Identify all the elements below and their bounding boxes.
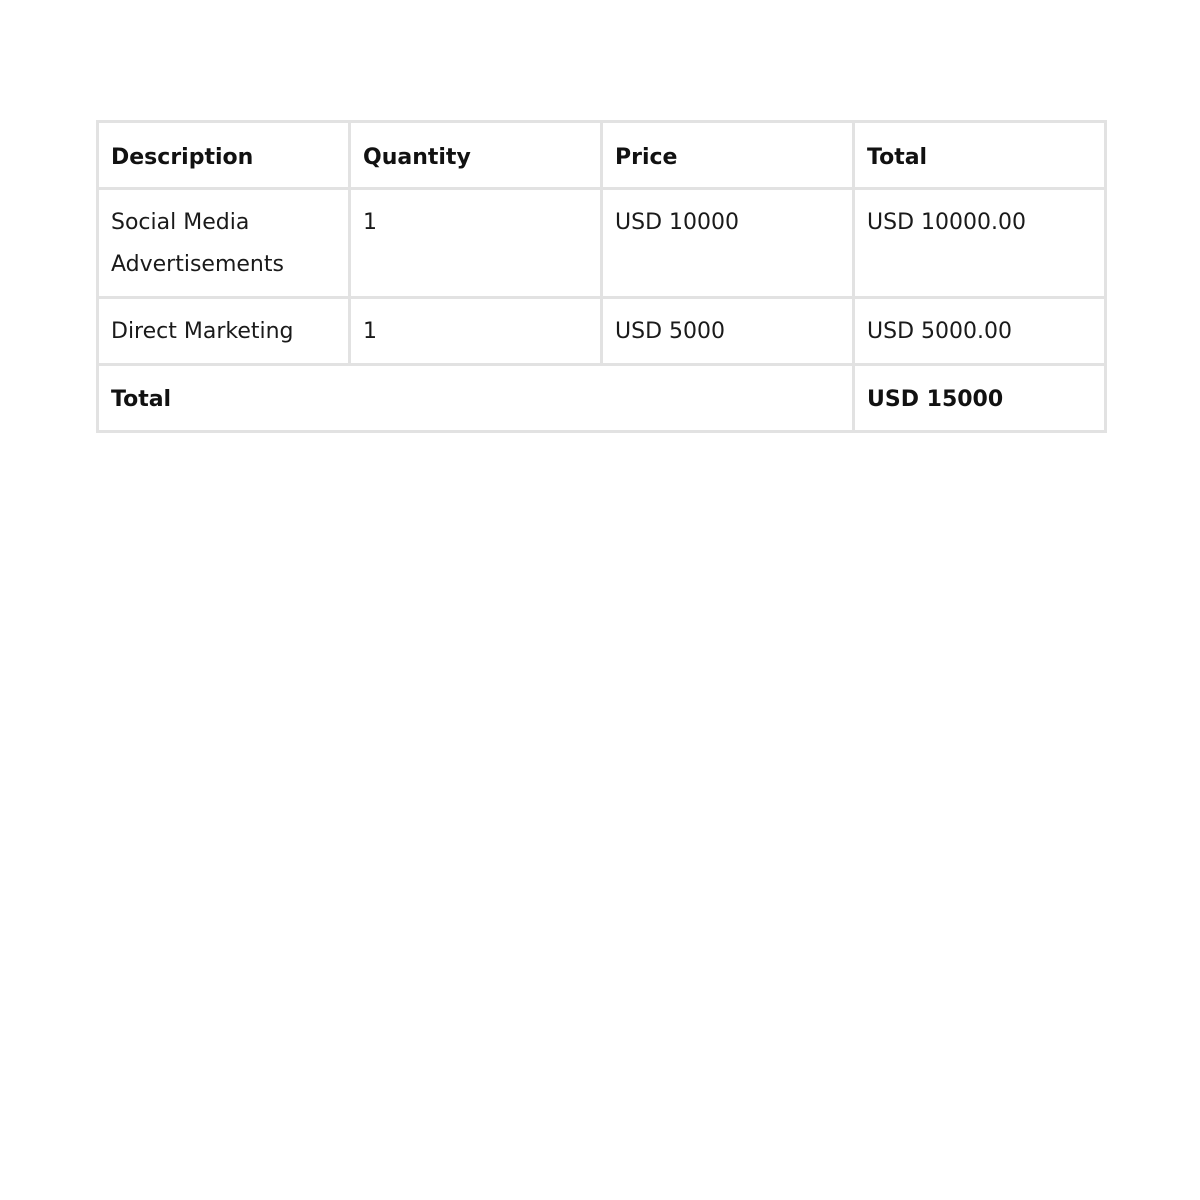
row-price: USD 5000	[602, 298, 854, 365]
header-description: Description	[98, 122, 350, 189]
table-row	[98, 298, 1106, 365]
header-price: Price	[602, 122, 854, 189]
total-value: USD 15000	[854, 365, 1106, 432]
total-label: Total	[98, 365, 854, 432]
row-price: USD 10000	[602, 189, 854, 298]
row-quantity: 1	[350, 189, 602, 298]
row-total: USD 5000.00	[854, 298, 1106, 365]
row-total: USD 10000.00	[854, 189, 1106, 298]
invoice-table	[96, 120, 1107, 433]
header-total: Total	[854, 122, 1106, 189]
table-header-row	[98, 122, 1106, 189]
row-quantity: 1	[350, 298, 602, 365]
row-description: Direct Marketing	[98, 298, 350, 365]
table-row	[98, 189, 1106, 298]
row-description: Social Media Advertisements	[98, 189, 350, 298]
total-row	[98, 365, 1106, 432]
header-quantity: Quantity	[350, 122, 602, 189]
